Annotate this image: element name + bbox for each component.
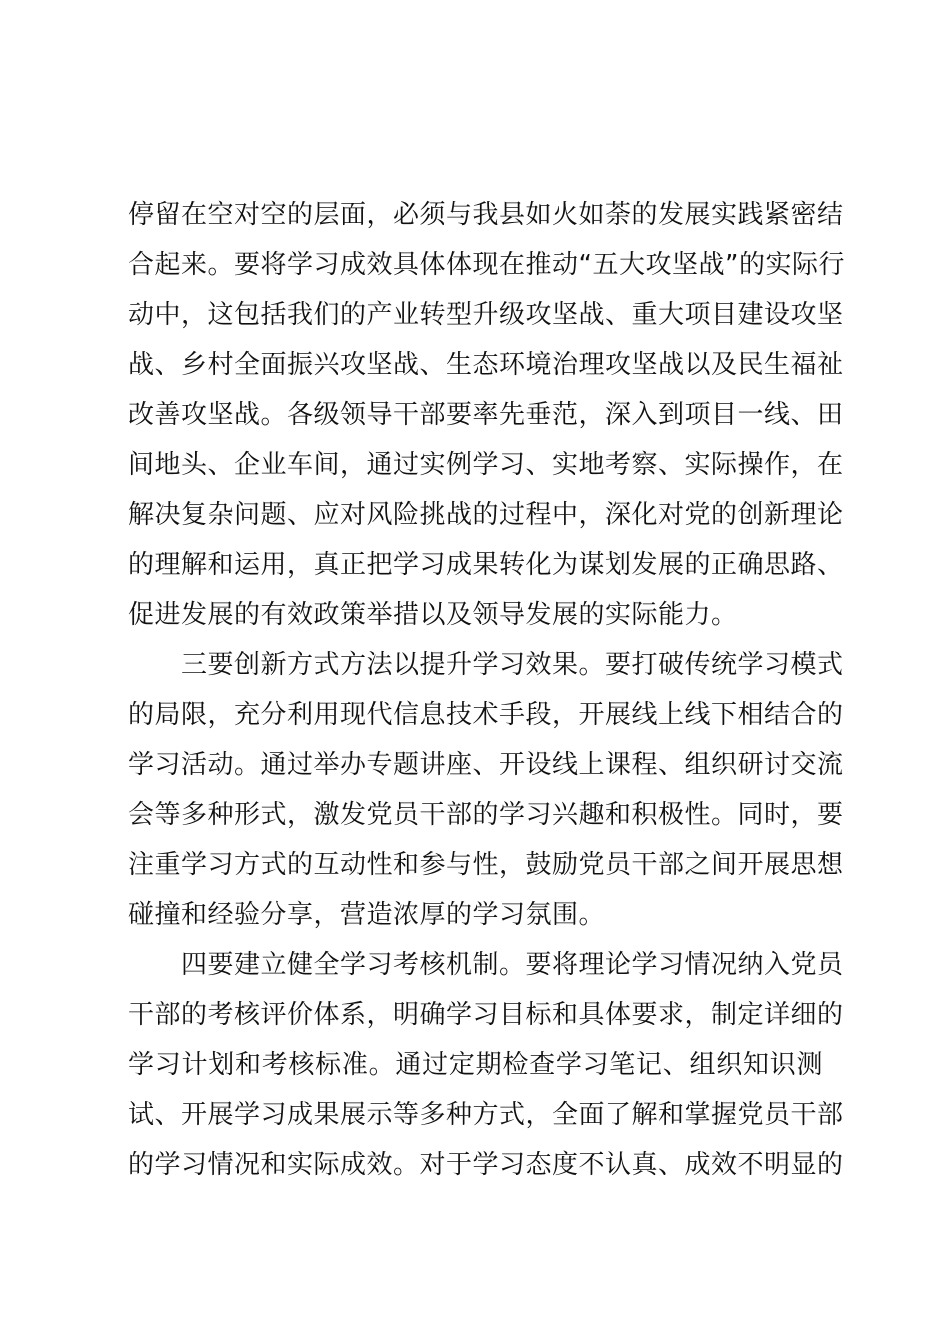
text-line: 四要建立健全学习考核机制。要将理论学习情况纳入党员 [181, 950, 844, 980]
text-line: 的局限，充分利用现代信息技术手段，开展线上线下相结合的 [128, 700, 844, 730]
text-line: 停留在空对空的层面，必须与我县如火如荼的发展实践紧密结 [128, 200, 844, 230]
text-line: 碰撞和经验分享，营造浓厚的学习氛围。 [128, 900, 606, 930]
text-line: 注重学习方式的互动性和参与性，鼓励党员干部之间开展思想 [128, 850, 844, 880]
paragraph-1 [128, 190, 845, 640]
text-line: 会等多种形式，激发党员干部的学习兴趣和积极性。同时，要 [128, 800, 844, 830]
text-line: 间地头、企业车间，通过实例学习、实地考察、实际操作，在 [128, 450, 844, 480]
text-line: 学习计划和考核标准。通过定期检查学习笔记、组织知识测 [128, 1050, 823, 1080]
paragraph-2 [128, 640, 844, 940]
text-line: 的学习情况和实际成效。对于学习态度不认真、成效不明显的 [128, 1150, 844, 1180]
text-line: 战、乡村全面振兴攻坚战、生态环境治理攻坚战以及民生福祉 [128, 350, 844, 380]
text-line: 学习活动。通过举办专题讲座、开设线上课程、组织研讨交流 [128, 750, 844, 780]
text-line: 促进发展的有效政策举措以及领导发展的实际能力。 [128, 600, 738, 630]
paragraph-3 [128, 940, 844, 1190]
text-line: 动中，这包括我们的产业转型升级攻坚战、重大项目建设攻坚 [128, 300, 844, 330]
text-line: 试、开展学习成果展示等多种方式，全面了解和掌握党员干部 [128, 1100, 844, 1130]
document-body [128, 190, 845, 1190]
text-line: 的理解和运用，真正把学习成果转化为谋划发展的正确思路、 [128, 550, 844, 580]
text-line: 改善攻坚战。各级领导干部要率先垂范，深入到项目一线、田 [128, 400, 844, 430]
text-line: 合起来。要将学习成效具体体现在推动“五大攻坚战”的实际行 [128, 250, 845, 280]
text-line: 干部的考核评价体系，明确学习目标和具体要求，制定详细的 [128, 1000, 844, 1030]
text-line: 解决复杂问题、应对风险挑战的过程中，深化对党的创新理论 [128, 500, 844, 530]
text-line: 三要创新方式方法以提升学习效果。要打破传统学习模式 [181, 650, 844, 680]
